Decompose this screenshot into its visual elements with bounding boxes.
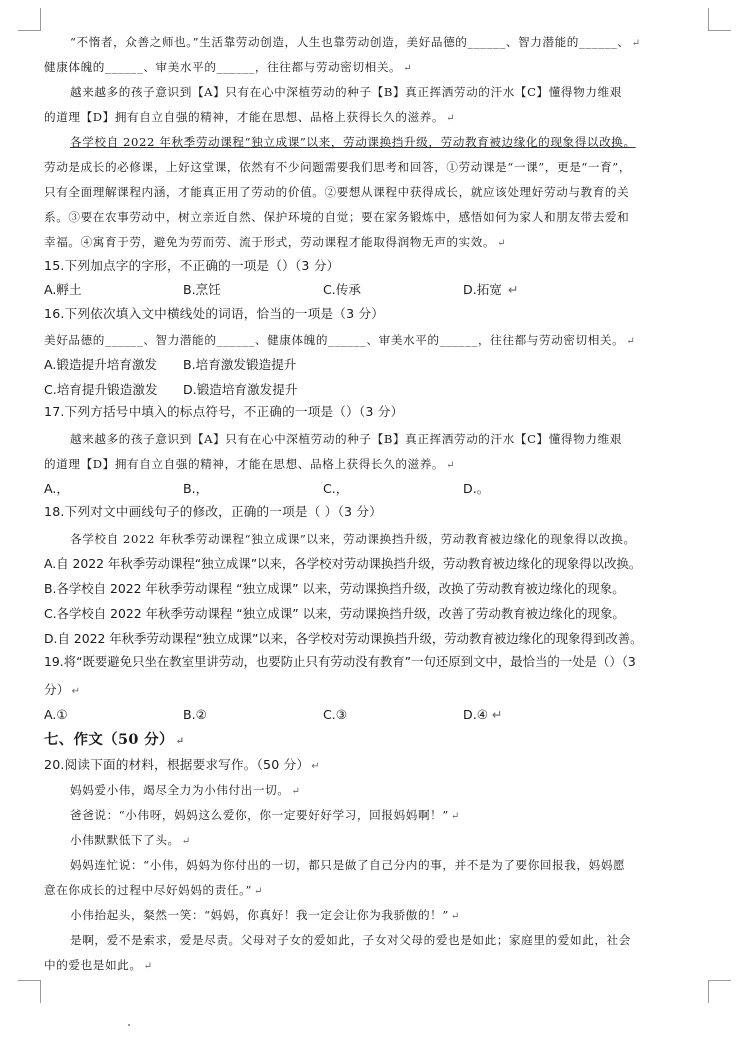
- crop-mark-bottom-left: [18, 980, 41, 1003]
- q18-option-b: B.各学校自 2022 年秋季劳动课程 “独立成课” 以来，劳动课换挡升级，改换了劳动教育被边缘化的现象。: [44, 581, 625, 596]
- question-17-quote-line1: 越来越多的孩子意识到【A】只有在心中深植劳动的种子【B】真正挥洒劳动的汗水【C】懂得物力维艰: [70, 432, 622, 446]
- passage-underlined-sentence: 各学校自 2022 年秋季劳动课程“独立成课”以来，劳动课换挡升级，劳动教育被边缘化的现象得以改换。: [70, 135, 636, 149]
- question-17-quote-line2: 的道理【D】拥有自立自强的精神，才能在思想、品格上获得长久的滋养。 ↵: [44, 457, 456, 471]
- question-17-stem: 17.下列方括号中填入的标点符号，不正确的一项是（）（3 分）: [44, 404, 404, 419]
- question-16-stem: 16.下列依次填入文中横线处的词语，恰当的一项是（3 分）: [44, 306, 385, 321]
- q18-option-d: D.自 2022 年秋季劳动课程“独立成课”以来，各学校对劳动课换挡升级，劳动教育被边缘化的现象得到改善。: [44, 631, 643, 646]
- q20-material-line2: 爸爸说：“小伟呀，妈妈这么爱你，你一定要好好学习，回报妈妈啊！” ↵: [70, 808, 460, 822]
- q20-material-line6-cont: 中的爱也是如此。 ↵: [44, 958, 153, 972]
- q20-material-line4: 妈妈连忙说：“小伟，妈妈为你付出的一切，都只是做了自己分内的事，并不是为了要你回报我，妈妈愿: [70, 858, 626, 872]
- question-15-stem: 15.下列加点字的字形，不正确的一项是（）（3 分）: [44, 258, 340, 273]
- q18-option-c: C.各学校自 2022 年秋季劳动课程 “独立成课” 以来，劳动课换挡升级，改善了劳动教育被边缘化的现象。: [44, 606, 625, 621]
- passage-p1-line2: 健康体魄的______、审美水平的______，往往都与劳动密切相关。 ↵: [44, 60, 413, 74]
- q16-option-a: A.锻造提升培育激发: [44, 357, 158, 372]
- q20-material-line1: 妈妈爱小伟，竭尽全力为小伟付出一切。 ↵: [70, 783, 301, 797]
- q20-material-line6: 是啊，爱不是索求，爱是尽责。父母对子女的爱如此，子女对父母的爱也是如此；家庭里的爱如此，社会: [70, 933, 631, 947]
- passage-p2-line2: 的道理【D】拥有自立自强的精神，才能在思想、品格上获得长久的滋养。 ↵: [44, 110, 456, 124]
- q16-option-d: D.锻造培育激发提升: [183, 382, 298, 397]
- section-7-heading: 七、作文（50 分） ↵: [44, 731, 185, 748]
- question-18-stem: 18.下列对文中画线句子的修改，正确的一项是（ ）（3 分）: [44, 504, 382, 519]
- question-16-quote: 美好品德的______、智力潜能的______、健康体魄的______、审美水平的______，往往都与劳动密切相关。 ↵: [44, 333, 636, 347]
- passage-p3-line3: 只有全面理解课程内涵，才能真正用了劳动的价值。②要想从课程中获得成长，就应该处理好劳动与教育的关: [44, 185, 630, 199]
- q17-option-d: D.。: [463, 481, 490, 496]
- q15-option-d: D.拓宽: [463, 282, 502, 297]
- q15-option-a: A.孵土: [44, 282, 82, 297]
- q20-material-line4-cont: 意在你成长的过程中尽好妈妈的责任。” ↵: [44, 883, 264, 897]
- q15-option-c: C.传承: [323, 282, 361, 297]
- passage-p2-line1: 越来越多的孩子意识到【A】只有在心中深植劳动的种子【B】真正挥洒劳动的汗水【C】懂得物力维艰: [70, 85, 622, 99]
- q18-option-a: A.自 2022 年秋季劳动课程“独立成课”以来，各学校对劳动课换挡升级，劳动教育被边缘化的现象得以改换。: [44, 556, 642, 571]
- q16-option-b: B.培育激发锻造提升: [183, 357, 297, 372]
- q19-option-d: D.④: [463, 707, 488, 722]
- paragraph-mark: ↵: [508, 282, 519, 297]
- q17-option-a: A.，: [44, 481, 69, 496]
- question-20-stem: 20.阅读下面的材料，根据要求写作。（50 分） ↵: [44, 757, 320, 772]
- q16-option-c: C.培育提升锻造激发: [44, 382, 158, 397]
- q17-option-c: C.，: [323, 481, 349, 496]
- q20-material-line5: 小伟抬起头，粲然一笑：“妈妈，你真好！我一定会让你为我骄傲的！” ↵: [70, 908, 460, 922]
- question-19-stem-line1: 19.将“既要避免只坐在教室里讲劳动，也要防止只有劳动没有教育”一句还原到文中，最恰当的一处是（）（3: [44, 654, 636, 669]
- q15-option-b: B.烹饪: [183, 282, 221, 297]
- q17-option-b: B.，: [183, 481, 209, 496]
- paragraph-mark: ↵: [492, 707, 503, 722]
- crop-mark-top-right: [708, 8, 731, 31]
- passage-p3-line4: 系。③要在农事劳动中，树立亲近自然、保护环境的自觉；要在家务锻炼中，感悟如何为家人和朋友带去爱和: [44, 210, 630, 224]
- q20-material-line3: 小伟默默低下了头。 ↵: [70, 833, 191, 847]
- question-19-stem-line2: 分） ↵: [44, 682, 81, 697]
- passage-p1-line1: “不惰者，众善之师也。”生活靠劳动创造，人生也靠劳动创造，美好品德的______、智力潜能的______、 ↵: [70, 35, 641, 49]
- q19-option-c: C.③: [323, 707, 348, 722]
- q19-option-a: A.①: [44, 707, 68, 722]
- crop-mark-top-left: [18, 8, 41, 31]
- passage-p3-line5: 幸福。④寓育于劳，避免为劳而劳、流于形式，劳动课程才能取得润物无声的实效。 ↵: [44, 235, 507, 249]
- page-dot-mark: [128, 1024, 130, 1026]
- q19-option-b: B.②: [183, 707, 207, 722]
- crop-mark-bottom-right: [708, 980, 731, 1003]
- question-18-quote: 各学校自 2022 年秋季劳动课程“独立成课”以来，劳动课换挡升级，劳动教育被边缘化的现象得以改换。: [70, 532, 636, 546]
- passage-p3-line2: 劳动是成长的必修课，上好这堂课，依然有不少问题需要我们思考和回答，①劳动课是“一课”，更是“一育”，: [44, 160, 632, 174]
